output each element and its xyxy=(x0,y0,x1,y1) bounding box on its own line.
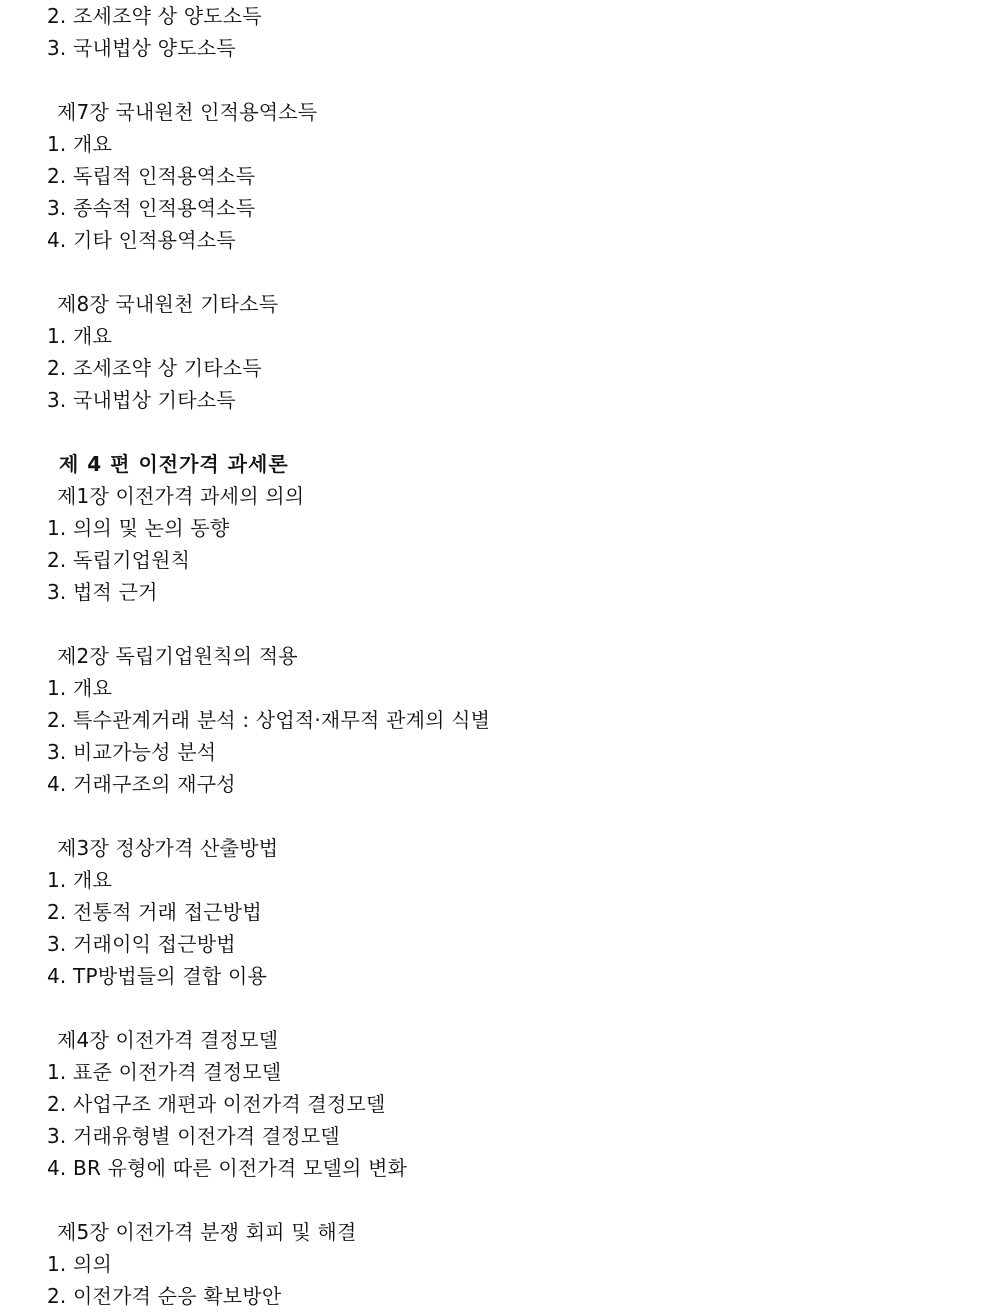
chapter-heading: 제1장 이전가격 과세의 의의 xyxy=(57,484,305,508)
list-item: 3. 국내법상 기타소득 xyxy=(47,388,236,412)
list-item: 2. 조세조약 상 기타소득 xyxy=(47,356,262,380)
list-item: 1. 개요 xyxy=(47,676,113,700)
list-item: 1. 의의 및 논의 동향 xyxy=(47,516,230,540)
list-item: 3. 법적 근거 xyxy=(47,580,158,604)
list-item: 4. 거래구조의 재구성 xyxy=(47,772,236,796)
list-item: 2. 전통적 거래 접근방법 xyxy=(47,900,262,924)
list-item: 3. 거래유형별 이전가격 결정모델 xyxy=(47,1124,340,1148)
list-item: 2. 조세조약 상 양도소득 xyxy=(47,4,262,28)
list-item: 4. 기타 인적용역소득 xyxy=(47,228,236,252)
chapter-heading: 제4장 이전가격 결정모델 xyxy=(57,1028,279,1052)
list-item: 2. 사업구조 개편과 이전가격 결정모델 xyxy=(47,1092,386,1116)
list-item: 3. 비교가능성 분석 xyxy=(47,740,217,764)
list-item: 1. 개요 xyxy=(47,868,113,892)
chapter-heading: 제8장 국내원천 기타소득 xyxy=(57,292,279,316)
chapter-heading: 제3장 정상가격 산출방법 xyxy=(57,836,279,860)
list-item: 3. 국내법상 양도소득 xyxy=(47,36,236,60)
chapter-heading: 제7장 국내원천 인적용역소득 xyxy=(57,100,318,124)
list-item: 1. 개요 xyxy=(47,132,113,156)
list-item: 2. 특수관계거래 분석 : 상업적·재무적 관계의 식별 xyxy=(47,708,491,732)
list-item: 1. 개요 xyxy=(47,324,113,348)
list-item: 4. TP방법들의 결합 이용 xyxy=(47,964,267,988)
list-item: 2. 이전가격 순응 확보방안 xyxy=(47,1284,282,1308)
list-item: 1. 표준 이전가격 결정모델 xyxy=(47,1060,282,1084)
list-item: 3. 거래이익 접근방법 xyxy=(47,932,236,956)
list-item: 3. 종속적 인적용역소득 xyxy=(47,196,256,220)
list-item: 2. 독립적 인적용역소득 xyxy=(47,164,256,188)
list-item: 1. 의의 xyxy=(47,1252,113,1276)
list-item: 2. 독립기업원칙 xyxy=(47,548,191,572)
chapter-heading: 제2장 독립기업원칙의 적용 xyxy=(57,644,298,668)
chapter-heading: 제5장 이전가격 분쟁 회피 및 해결 xyxy=(57,1220,357,1244)
part-heading: 제 4 편 이전가격 과세론 xyxy=(59,452,289,476)
list-item: 4. BR 유형에 따른 이전가격 모델의 변화 xyxy=(47,1156,408,1180)
